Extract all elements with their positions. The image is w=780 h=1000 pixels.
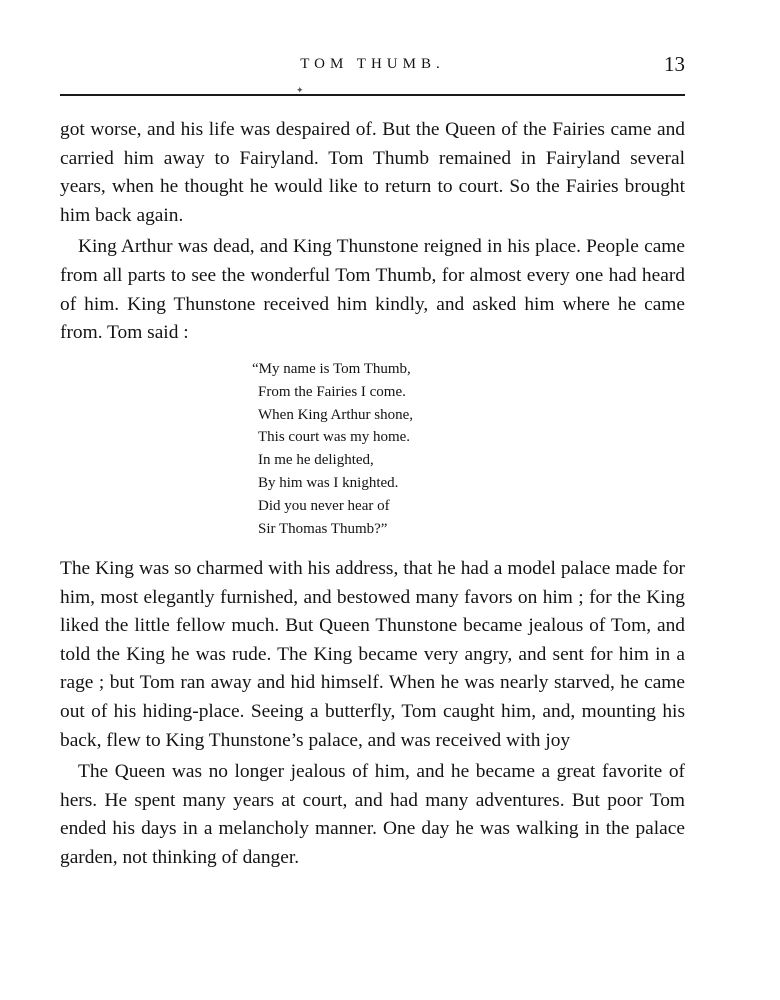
verse-line-4: This court was my home.	[258, 429, 411, 446]
paragraph-2: King Arthur was dead, and King Thunstone reigned in his place. People came from all parts to see the wonderful Tom Thumb, for almost every one had heard of him. King Thunstone received him kindly, and asked him where he came from. Tom said :	[60, 236, 685, 344]
page-number: 13	[664, 52, 685, 76]
running-title: TOM THUMB.	[300, 56, 445, 72]
paragraph-3: The King was so charmed with his address, that he had a model palace made for him, most elegantly furnished, and bestowed many favors on him ; for the King liked the little fellow much. But Queen Thunstone became jealous of Tom, and told the King he was rude. The King became very angry, and sent for him in a rage ; but Tom ran away and hid himself. When he was nearly starved, he came out of his hiding-place. Seeing a butterfly, Tom caught him, and, mounting his back, flew to King Thunstone’s palace, and was received with joy	[60, 558, 685, 751]
verse-line-7: Did you never hear of	[258, 498, 390, 515]
verse-block	[60, 358, 685, 541]
verse-line-6: By him was I knighted.	[258, 475, 399, 492]
paragraph-4: The Queen was no longer jealous of him, and he became a great favorite of hers. He spent many years at court, and had many adventures. But poor Tom ended his days in a melancholy manner. One day he was walking in the palace garden, not thinking of danger.	[60, 761, 685, 868]
paragraph-1: got worse, and his life was despaired of. But the Queen of the Fairies came and carried him away to Fairyland. Tom Thumb remained in Fairyland several years, when he thought he would like to return to court. So the Fairies brought him back again.	[60, 119, 685, 226]
running-head	[60, 52, 685, 82]
verse-line-2: From the Fairies I come.	[258, 383, 406, 400]
header-rule	[60, 94, 685, 96]
verse-line-8: Sir Thomas Thumb?”	[258, 521, 388, 538]
verse-line-5: In me he delighted,	[258, 452, 374, 469]
verse-line-3: When King Arthur shone,	[258, 406, 413, 423]
verse-line-1: “My name is Tom Thumb,	[252, 360, 411, 377]
body-text	[60, 116, 685, 876]
rule-ornament: ✦	[296, 86, 304, 96]
